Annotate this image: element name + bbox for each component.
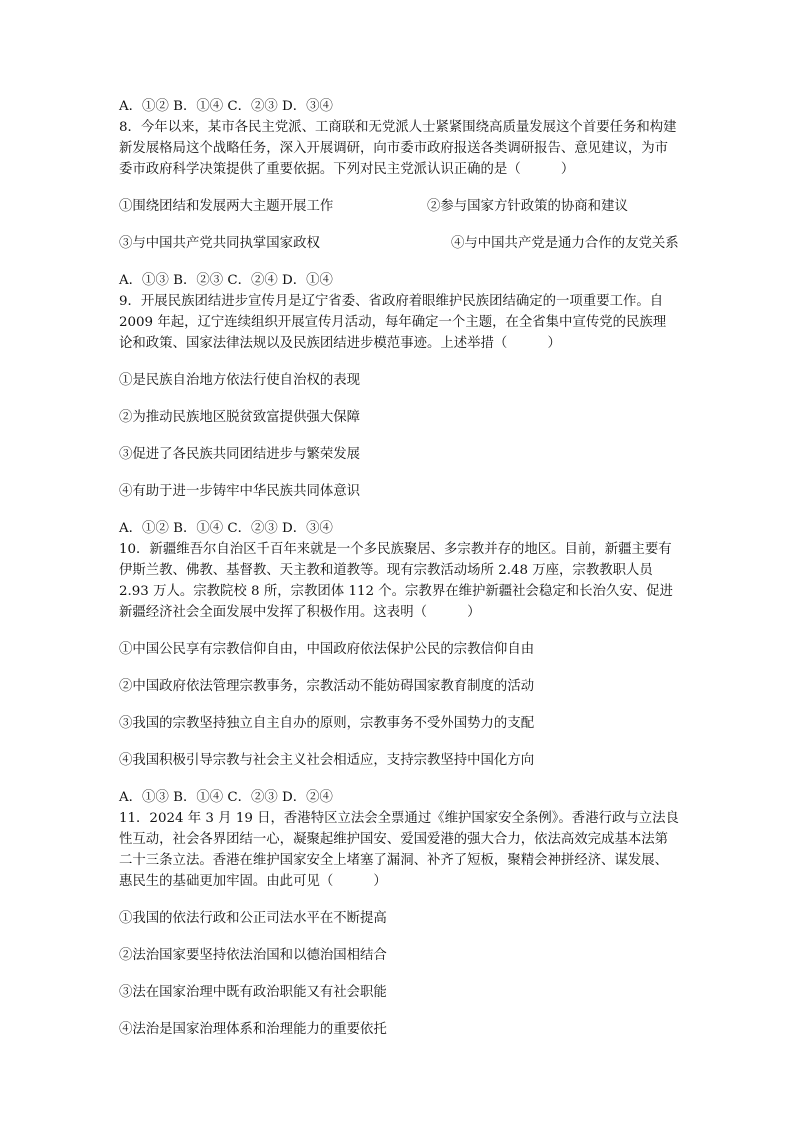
q9-option-4: ④有助于进一步铸牢中华民族共同体意识 — [119, 484, 361, 499]
q10-answer-choices: A．①③ B．①④ C．②③ D．②④ — [119, 790, 333, 805]
question-10 — [119, 539, 679, 808]
q9-option-2: ②为推动民族地区脱贫致富提供强大保障 — [119, 410, 361, 425]
q11-option-1: ①我国的依法行政和公正司法水平在不断提高 — [119, 911, 387, 926]
question-8 — [119, 117, 679, 291]
q7-answer-choices: A．①② B．①④ C．②③ D．③④ — [119, 99, 333, 114]
q10-option-2: ②中国政府依法管理宗教事务，宗教活动不能妨碍国家教育制度的活动 — [119, 679, 535, 694]
q8-stem: 8．今年以来，某市各民主党派、工商联和无党派人士紧紧围绕高质量发展这个首要任务和构建新发展格局这个战略任务，深入开展调研，向市委市政府报送各类调研报告、意见建议，为市委市政府科学决策提供了重要依据。下列对民主党派认识正确的是（ ） — [119, 120, 677, 177]
q10-option-4: ④我国积极引导宗教与社会主义社会相适应，支持宗教坚持中国化方向 — [119, 753, 535, 768]
q8-option-1: ①围绕团结和发展两大主题开展工作 — [119, 199, 334, 214]
q11-option-4: ④法治是国家治理体系和治理能力的重要依托 — [119, 1022, 387, 1037]
q8-option-2: ②参与国家方针政策的协商和建议 — [427, 199, 628, 214]
document-page — [119, 96, 679, 1040]
q9-option-3: ③促进了各民族共同团结进步与繁荣发展 — [119, 447, 361, 462]
q10-option-3: ③我国的宗教坚持独立自主自办的原则，宗教事务不受外国势力的支配 — [119, 716, 535, 731]
q8-option-3: ③与中国共产党共同执掌国家政权 — [119, 236, 320, 251]
q9-stem: 9．开展民族团结进步宣传月是辽宁省委、省政府着眼维护民族团结确定的一项重要工作。自 2009 年起，辽宁连续组织开展宣传月活动，每年确定一个主题，在全省集中宣传党的民族理论和政策、国家法律法规以及民族团结进步模范事迹。上述举措（ ） — [119, 294, 667, 351]
q11-stem: 11．2024 年 3 月 19 日，香港特区立法会全票通过《维护国家安全条例》。香港行政与立法良性互动，社会各界团结一心，凝聚起维护国安、爱国爱港的强大合力，依法高效完成基本法第二十三条立法。香港在维护国家安全上堵塞了漏洞、补齐了短板，聚精会神拼经济、谋发展、惠民生的基础更加牢固。由此可见（ ） — [119, 811, 679, 889]
q11-option-2: ②法治国家要坚持依法治国和以德治国相结合 — [119, 948, 387, 963]
question-11 — [119, 808, 679, 1040]
q8-answer-choices: A．①③ B．②③ C．②④ D．①④ — [119, 273, 333, 288]
q10-stem: 10．新疆维吾尔自治区千百年来就是一个多民族聚居、多宗教并存的地区。目前，新疆主要有伊斯兰教、佛教、基督教、天主教和道教等。现有宗教活动场所 2.48 万座，宗教教职人员 2.93 万人。宗教院校 8 所，宗教团体 112 个。宗教界在维护新疆社会稳定和长治久安、促进新疆经济社会全面发展中发挥了积极作用。这表明（ ） — [119, 542, 673, 620]
q10-option-1: ①中国公民享有宗教信仰自由，中国政府依法保护公民的宗教信仰自由 — [119, 642, 535, 657]
q9-option-1: ①是民族自治地方依法行使自治权的表现 — [119, 373, 361, 388]
q8-options-row-1 — [119, 196, 679, 217]
q9-answer-choices: A．①② B．①④ C．②③ D．③④ — [119, 521, 333, 536]
q8-options-row-2 — [119, 233, 679, 254]
q8-option-4: ④与中国共产党是通力合作的友党关系 — [451, 236, 679, 251]
q11-option-3: ③法在国家治理中既有政治职能又有社会职能 — [119, 985, 387, 1000]
question-9 — [119, 291, 679, 539]
